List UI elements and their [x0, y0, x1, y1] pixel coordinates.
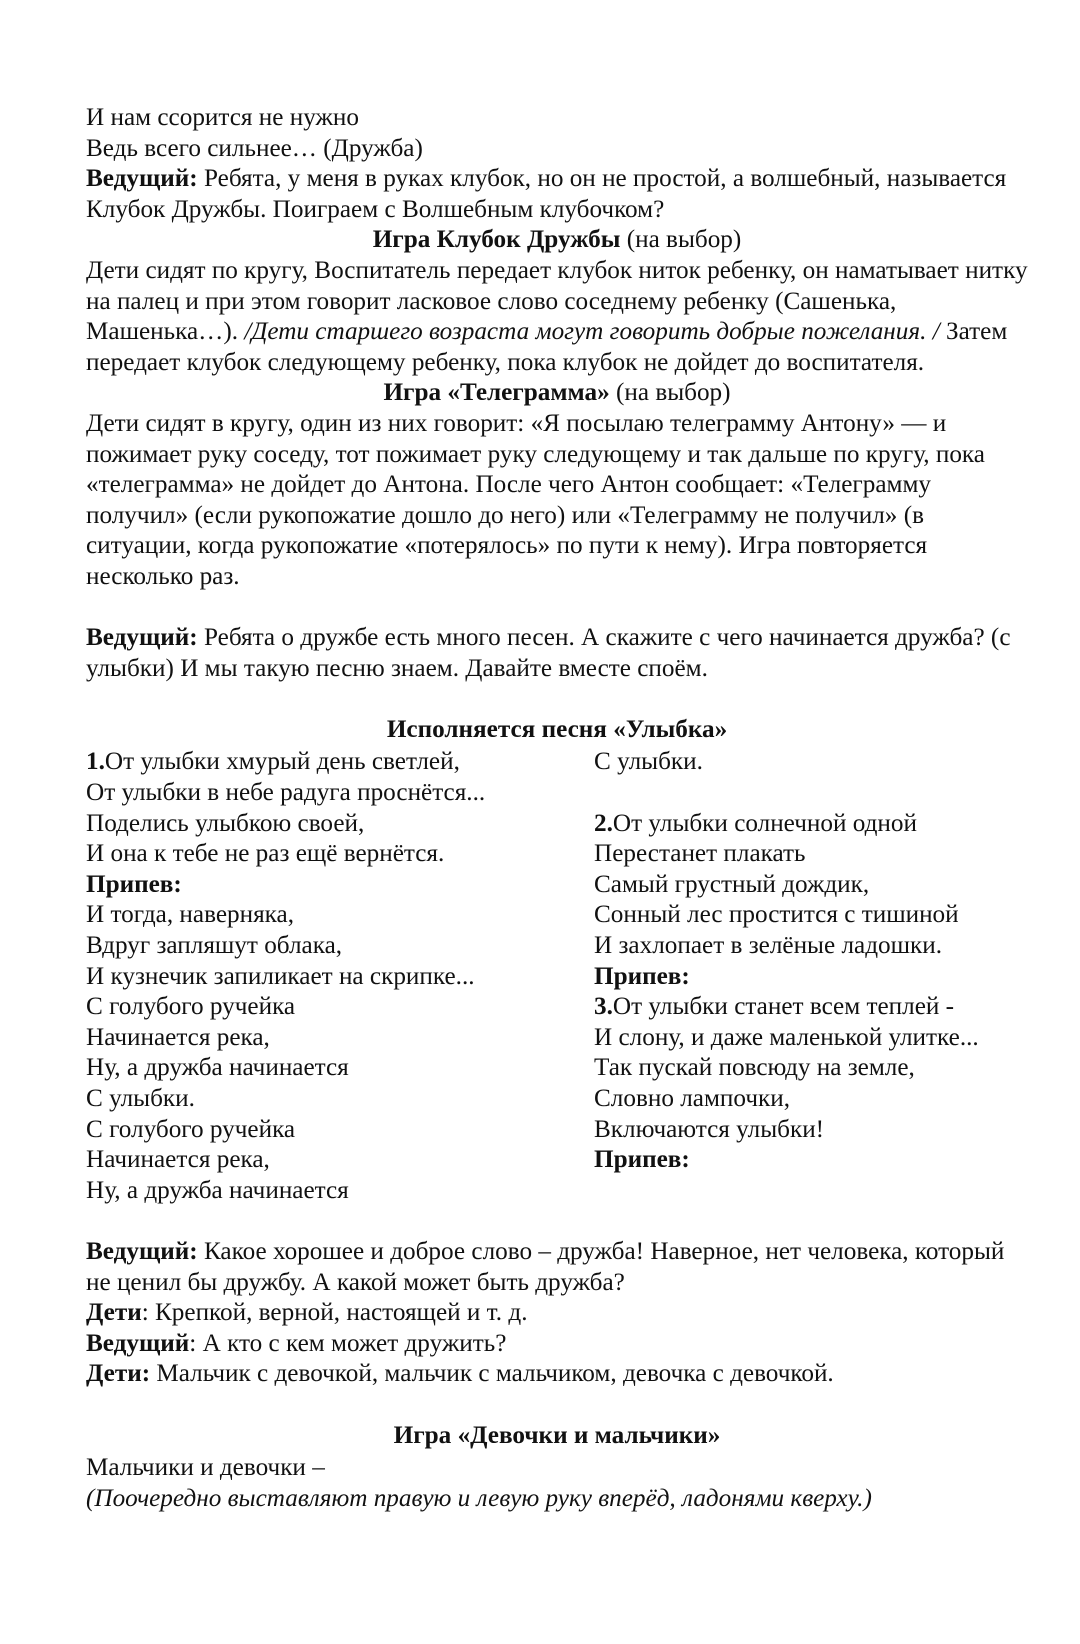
game-clew-heading — [86, 225, 1028, 256]
lyric-line-text: Так пускай повсюду на земле, — [594, 1054, 915, 1082]
lyric-line — [86, 870, 594, 901]
game-boys-girls-heading: Игра «Девочки и мальчики» — [393, 1421, 721, 1449]
lyric-line-text: Начинается река, — [86, 1146, 270, 1174]
lyric-line-marker: 3. — [594, 993, 613, 1021]
spacer-before-host-songs — [86, 593, 1028, 624]
lyric-line-text: От улыбки хмурый день светлей, — [104, 748, 460, 776]
lyric-line-text: И захлопает в зелёные ладошки. — [594, 932, 943, 960]
lyric-line-text: От улыбки солнечной одной — [612, 809, 917, 837]
lyric-line — [594, 1115, 1028, 1146]
lyric-line — [594, 839, 1028, 870]
lyric-blank-line — [594, 778, 1028, 809]
lyric-line — [86, 1084, 594, 1115]
host-clew-text: Ребята, у меня в руках клубок, но он не простой, а волшебный, называется Клубок Дружбы. Поиграем с Волшебным клубочком? — [86, 165, 1007, 223]
game-clew-body-part-1: Дети сидят по кругу, Воспитатель передает клубок ниток ребенку, он наматывает нитку на палец и при этом говорит ласковое слово соседнему ребенку (Сашенька, Машенька…). — [86, 256, 1028, 346]
lyric-line-text: С улыбки. — [594, 748, 703, 776]
game-boys-girls-stage-direction: (Поочередно выставляют правую и левую руку вперёд, ладонями кверху.) — [86, 1484, 872, 1512]
song-lyrics-right-column — [594, 747, 1028, 1206]
dialogue-text: : А кто с кем может дружить? — [189, 1329, 507, 1357]
song-lyrics-columns — [86, 747, 1028, 1206]
lyric-line — [86, 778, 594, 809]
lyric-line-text: Ну, а дружба начинается — [86, 1054, 349, 1082]
game-telegram-heading-note: (на выбор) — [609, 379, 731, 407]
lyric-line — [86, 1176, 594, 1207]
lyric-line-text: И тогда, наверняка, — [86, 901, 294, 929]
lyric-line — [594, 1053, 1028, 1084]
dialogue-line — [86, 1359, 1028, 1390]
lyric-line — [594, 962, 1028, 993]
lyric-line — [86, 1145, 594, 1176]
game-clew-heading-title: Игра Клубок Дружбы — [372, 226, 621, 254]
lyric-line-text: Словно лампочки, — [594, 1085, 791, 1112]
lyric-line-marker: 2. — [594, 809, 613, 837]
lyric-line-text: И слону, и даже маленькой улитке... — [594, 1023, 979, 1051]
lyric-line-text: От улыбки в небе радуга проснётся... — [86, 779, 486, 807]
lyric-line — [86, 962, 594, 993]
lyric-line-text: Поделись улыбкою своей, — [86, 809, 365, 837]
host-songs-paragraph — [86, 623, 1028, 684]
lyric-line — [86, 931, 594, 962]
lyric-line — [594, 1023, 1028, 1054]
dialogue-speaker: Дети: — [86, 1360, 151, 1388]
lyric-line — [594, 931, 1028, 962]
intro-verse-line-2: Ведь всего сильнее… (Дружба) — [86, 134, 423, 162]
dialogue-line — [86, 1329, 1028, 1360]
lyric-line-text: И она к тебе не раз ещё вернётся. — [86, 840, 445, 868]
intro-verse-line-1: И нам ссорится не нужно — [86, 104, 359, 131]
host-songs-speaker: Ведущий: — [86, 624, 198, 652]
song-lyrics-left-column — [86, 747, 594, 1206]
lyric-line-marker: Припев: — [86, 870, 182, 898]
game-telegram-body: Дети сидят в кругу, один из них говорит: «Я посылаю телеграмму Антону» — и пожимает руку соседу, тот пожимает руку следующему и так дальше по кругу, пока «телеграмма» не дойдет до Антона. После чего Антон сообщает: «Телеграмму получил» (если рукопожатие дошло до него) или «Телеграмму не получил» (в ситуации, когда рукопожатие «потерялось» по пути к нему). Игра повторяется несколько раз. — [86, 409, 985, 590]
game-clew-body-part-2: Затем передает клубок следующему ребенку, пока клубок не дойдет до воспитателя. — [86, 318, 1008, 376]
game-telegram-heading-title: Игра «Телеграмма» — [383, 379, 610, 407]
spacer-before-final-game — [86, 1390, 1028, 1421]
lyric-line — [594, 900, 1028, 931]
lyric-line-marker: Припев: — [594, 962, 690, 990]
game-telegram-heading — [86, 378, 1028, 409]
lyric-line-text: От улыбки станет всем теплей - — [612, 993, 955, 1021]
lyric-line-text: Перестанет плакать — [594, 840, 806, 868]
game-clew-body — [86, 256, 1028, 378]
game-clew-heading-note: (на выбор) — [620, 226, 742, 254]
lyric-line — [86, 900, 594, 931]
lyric-line-marker: 1. — [86, 748, 105, 776]
lyric-line-text: С улыбки. — [86, 1085, 195, 1112]
lyric-line-text: Сонный лес простится с тишиной — [594, 901, 959, 929]
dialogue-speaker: Дети — [86, 1299, 142, 1327]
lyric-line — [594, 1145, 1028, 1176]
lyric-line — [594, 992, 1028, 1023]
lyric-line-text: С голубого ручейка — [86, 993, 296, 1021]
game-boys-girls-line-1: Мальчики и девочки – — [86, 1454, 325, 1482]
lyric-line — [86, 1053, 594, 1084]
spacer-before-song-heading — [86, 684, 1028, 715]
dialogue-text: Какое хорошее и доброе слово – дружба! Наверное, нет человека, который не ценил бы дружбу. А какой может быть дружба? — [86, 1237, 1005, 1296]
lyric-line-text: Включаются улыбки! — [594, 1115, 825, 1143]
lyric-line — [86, 839, 594, 870]
lyric-line-text: И кузнечик запиликает на скрипке... — [86, 962, 475, 990]
document-body — [86, 103, 1028, 1514]
dialogue-text: Мальчик с девочкой, мальчик с мальчиком, девочка с девочкой. — [150, 1360, 834, 1388]
lyric-line — [594, 870, 1028, 901]
host-songs-text: Ребята о дружбе есть много песен. А скажите с чего начинается дружба? (с улыбки) И мы такую песню знаем. Давайте вместе споём. — [86, 624, 1011, 682]
dialogue-line — [86, 1298, 1028, 1329]
dialogue-speaker: Ведущий — [86, 1329, 190, 1357]
lyric-line — [594, 747, 1028, 778]
game-clew-body-italic-note: /Дети старшего возраста могут говорить добрые пожелания. / — [244, 318, 940, 346]
host-clew-speaker: Ведущий: — [86, 165, 198, 193]
song-heading: Исполняется песня «Улыбка» — [386, 715, 728, 743]
lyric-line-text: Начинается река, — [86, 1023, 270, 1051]
lyric-line-text: С голубого ручейка — [86, 1115, 296, 1143]
spacer-before-dialogue — [86, 1206, 1028, 1237]
lyric-line-text: Вдруг запляшут облака, — [86, 932, 343, 960]
lyric-line — [86, 1115, 594, 1146]
dialogue-line — [86, 1237, 1028, 1298]
dialogue-speaker: Ведущий: — [86, 1237, 198, 1265]
lyric-line — [86, 747, 594, 778]
lyric-line — [594, 1084, 1028, 1115]
lyric-line-marker: Припев: — [594, 1146, 690, 1174]
closing-dialogue — [86, 1237, 1028, 1390]
lyric-line-text: Ну, а дружба начинается — [86, 1176, 349, 1204]
host-clew-paragraph — [86, 164, 1028, 225]
dialogue-text: : Крепкой, верной, настоящей и т. д. — [141, 1299, 528, 1327]
lyric-line — [86, 809, 594, 840]
lyric-line — [86, 992, 594, 1023]
lyric-line — [86, 1023, 594, 1054]
lyric-line-text: Самый грустный дождик, — [594, 870, 870, 898]
lyric-line — [594, 809, 1028, 840]
